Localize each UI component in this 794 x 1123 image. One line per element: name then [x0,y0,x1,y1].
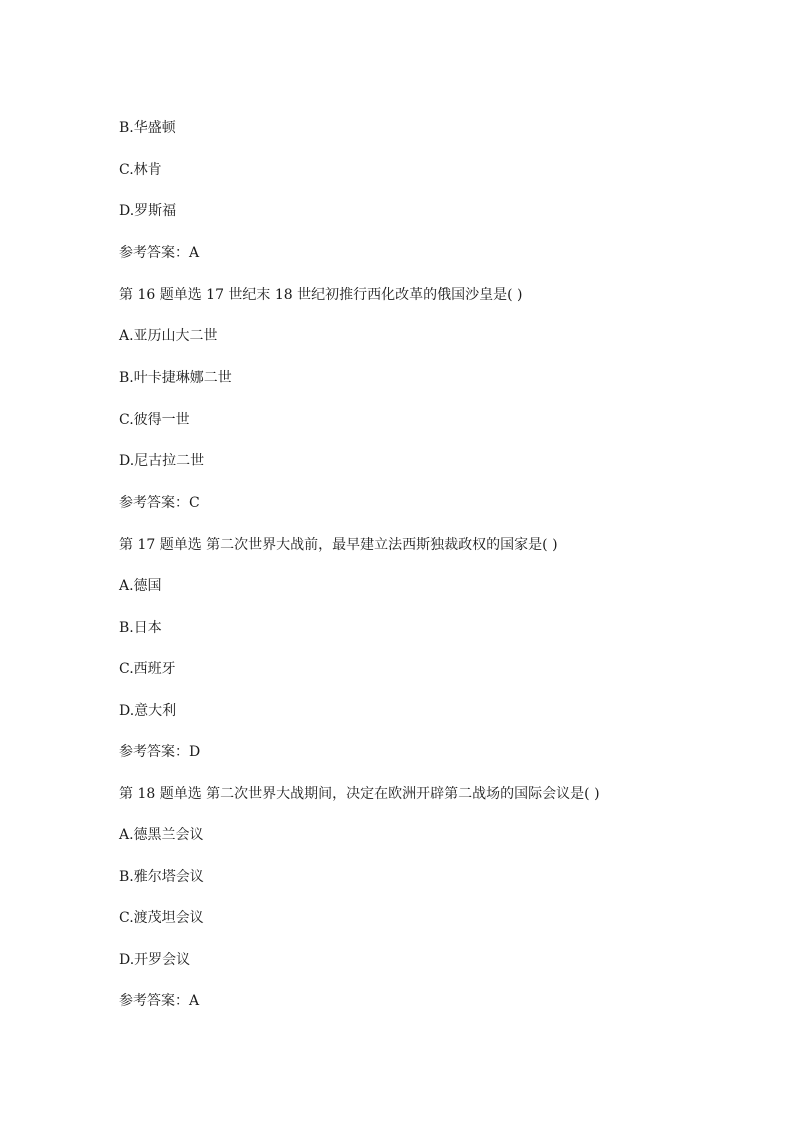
option-line: A.德黑兰会议 [119,827,204,843]
option-line: D.尼古拉二世 [119,453,205,469]
answer-line: 参考答案：C [119,495,200,511]
question-line: 第 16 题单选 17 世纪末 18 世纪初推行西化改革的俄国沙皇是( ) [119,287,523,303]
question-line: 第 17 题单选 第二次世界大战前，最早建立法西斯独裁政权的国家是( ) [119,537,558,553]
question-line: 第 18 题单选 第二次世界大战期间，决定在欧洲开辟第二战场的国际会议是( ) [119,786,600,802]
option-line: C.渡茂坦会议 [119,910,204,926]
answer-line: 参考答案：A [119,245,200,261]
option-line: B.日本 [119,620,162,636]
option-line: C.西班牙 [119,661,176,677]
option-line: B.雅尔塔会议 [119,869,204,885]
option-line: D.开罗会议 [119,952,191,968]
option-line: C.彼得一世 [119,412,190,428]
answer-line: 参考答案：A [119,993,200,1009]
option-line: D.意大利 [119,703,177,719]
option-line: D.罗斯福 [119,203,177,219]
answer-line: 参考答案：D [119,744,201,760]
option-line: C.林肯 [119,162,162,178]
option-line: A.德国 [119,578,162,594]
option-line: B.叶卡捷琳娜二世 [119,370,232,386]
option-line: B.华盛顿 [119,120,176,136]
option-line: A.亚历山大二世 [119,328,218,344]
